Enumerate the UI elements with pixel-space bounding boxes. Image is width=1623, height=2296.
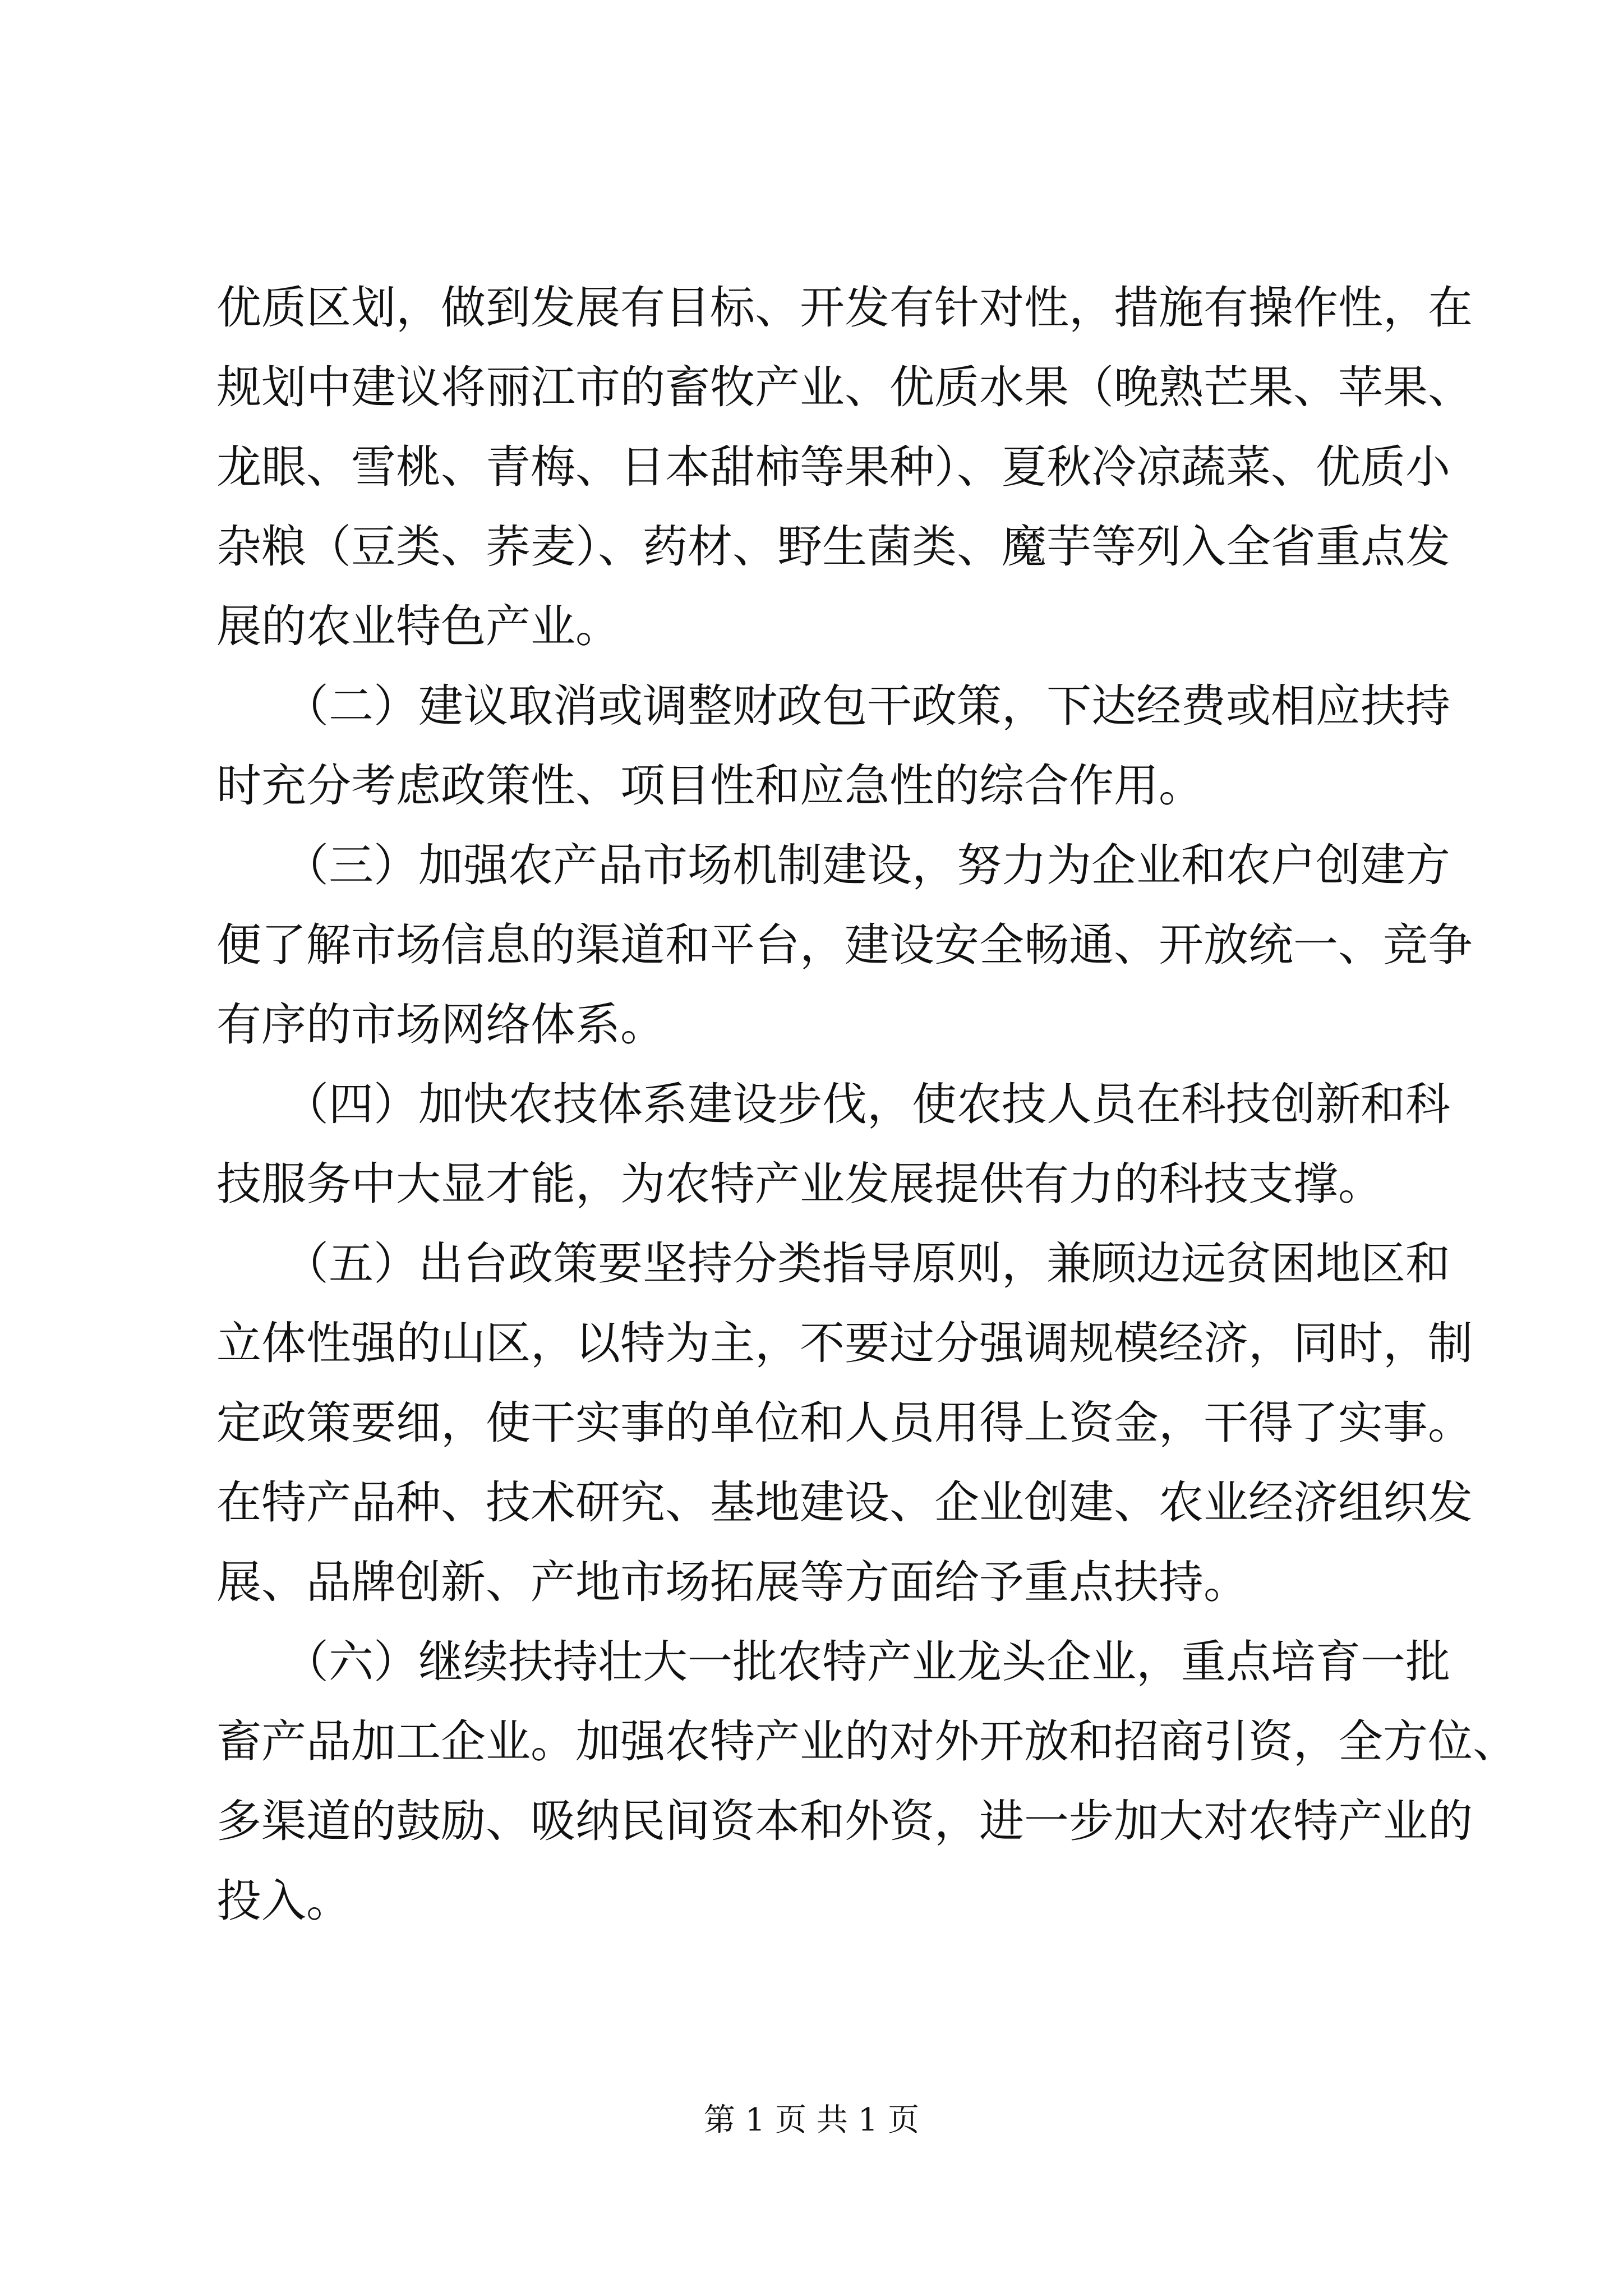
text-line: 立体性强的山区，以特为主，不要过分强调规模经济，同时，制: [216, 1317, 1473, 1369]
text-line: 有序的市场网络体系。: [216, 999, 665, 1051]
document-body: [216, 268, 1518, 1941]
text-line: 优质区划，做到发展有目标、开发有针对性，措施有操作性，在: [216, 282, 1473, 334]
text-line: 规划中建议将丽江市的畜牧产业、优质水果（晚熟芒果、苹果、: [216, 361, 1473, 413]
text-line: （二）建议取消或调整财政包干政策，下达经费或相应扶持: [216, 680, 1450, 732]
text-line: 杂粮（豆类、荞麦）、药材、野生菌类、魔芋等列入全省重点发: [216, 521, 1450, 573]
page-number-footer: 第 1 页 共 1 页: [703, 2102, 920, 2138]
text-line: 多渠道的鼓励、吸纳民间资本和外资，进一步加大对农特产业的: [216, 1795, 1473, 1847]
text-line: 展的农业特色产业。: [216, 600, 620, 652]
text-line: 便了解市场信息的渠道和平台，建设安全畅通、开放统一、竞争: [216, 919, 1473, 971]
text-line: 展、品牌创新、产地市场拓展等方面给予重点扶持。: [216, 1556, 1248, 1608]
text-line: 龙眼、雪桃、青梅、日本甜柿等果种）、夏秋冷凉蔬菜、优质小: [216, 441, 1450, 493]
text-line: （三）加强农产品市场机制建设，努力为企业和农户创建方: [216, 839, 1450, 891]
text-line: 畜产品加工企业。加强农特产业的对外开放和招商引资，全方位、: [216, 1715, 1518, 1768]
text-line: 在特产品种、技术研究、基地建设、企业创建、农业经济组织发: [216, 1476, 1473, 1529]
text-line: 时充分考虑政策性、项目性和应急性的综合作用。: [216, 760, 1204, 812]
text-line: （六）继续扶持壮大一批农特产业龙头企业，重点培育一批: [216, 1636, 1450, 1688]
text-line: （四）加快农技体系建设步伐，使农技人员在科技创新和科: [216, 1078, 1450, 1130]
text-line: （五）出台政策要坚持分类指导原则，兼顾边远贫困地区和: [216, 1237, 1450, 1290]
text-line: 投入。: [216, 1875, 351, 1927]
text-line: 技服务中大显才能，为农特产业发展提供有力的科技支撑。: [216, 1158, 1383, 1210]
text-line: 定政策要细，使干实事的单位和人员用得上资金，干得了实事。: [216, 1397, 1473, 1449]
